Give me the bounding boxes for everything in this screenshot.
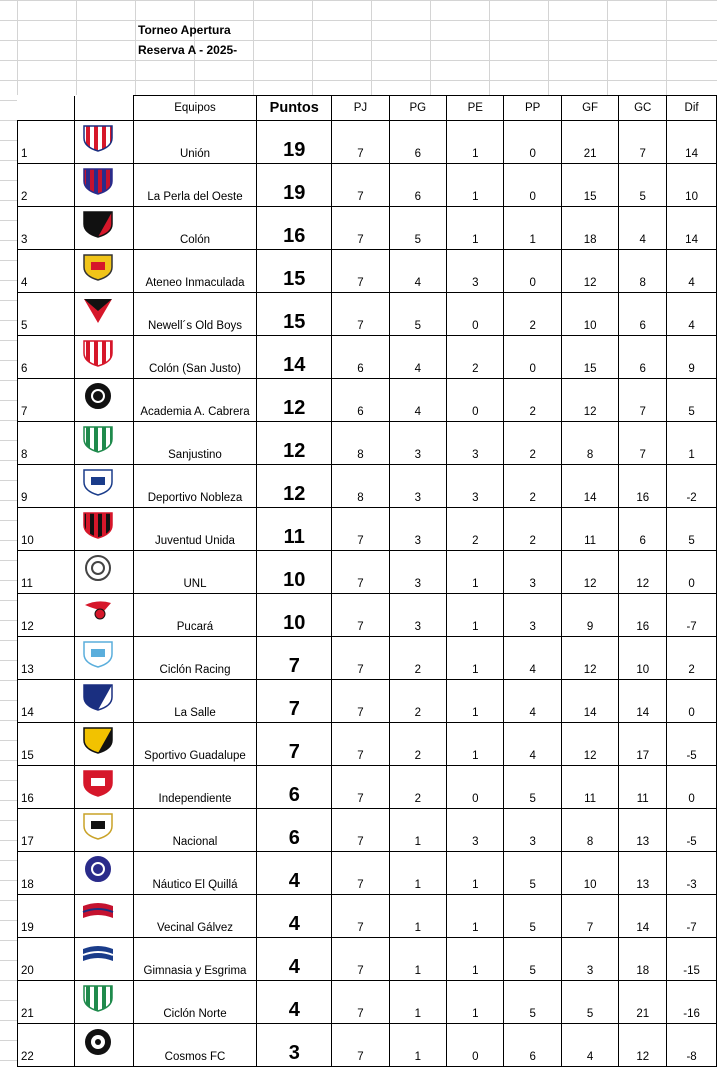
- pe-cell: 0: [447, 766, 504, 809]
- points-cell: 12: [257, 422, 332, 465]
- position-cell: 16: [18, 766, 75, 809]
- juventud-unida-crest-icon: [75, 508, 133, 551]
- table-row: [18, 508, 717, 551]
- pg-cell: 4: [389, 250, 446, 293]
- dif-cell: 1: [667, 422, 717, 465]
- pj-cell: 7: [332, 1024, 389, 1067]
- dif-cell: 10: [667, 164, 717, 207]
- dif-cell: 4: [667, 250, 717, 293]
- colon-crest-icon: [75, 207, 133, 250]
- position-cell: 14: [18, 680, 75, 723]
- pe-cell: 1: [447, 852, 504, 895]
- points-cell: 16: [257, 207, 332, 250]
- gc-header: GC: [619, 96, 667, 121]
- position-cell: 6: [18, 336, 75, 379]
- pj-cell: 7: [332, 121, 389, 164]
- cosmos-crest-icon: [75, 1024, 133, 1067]
- position-cell: 22: [18, 1024, 75, 1067]
- pe-cell: 1: [447, 164, 504, 207]
- pp-cell: 3: [504, 594, 561, 637]
- dif-cell: 0: [667, 551, 717, 594]
- dif-cell: 5: [667, 508, 717, 551]
- pj-cell: 6: [332, 336, 389, 379]
- position-cell: 18: [18, 852, 75, 895]
- pp-cell: 2: [504, 293, 561, 336]
- pj-cell: 7: [332, 637, 389, 680]
- dif-cell: -15: [667, 938, 717, 981]
- gc-cell: 6: [619, 336, 667, 379]
- pj-cell: 7: [332, 508, 389, 551]
- gf-cell: 18: [561, 207, 618, 250]
- team-name: Ciclón Racing: [133, 637, 256, 680]
- gf-cell: 10: [561, 293, 618, 336]
- pg-cell: 1: [389, 809, 446, 852]
- points-cell: 7: [257, 723, 332, 766]
- points-cell: 6: [257, 766, 332, 809]
- dif-cell: -2: [667, 465, 717, 508]
- gc-cell: 8: [619, 250, 667, 293]
- pj-cell: 7: [332, 207, 389, 250]
- pe-cell: 1: [447, 938, 504, 981]
- team-name: Newell´s Old Boys: [133, 293, 256, 336]
- pj-header: PJ: [332, 96, 389, 121]
- gc-cell: 17: [619, 723, 667, 766]
- position-cell: 15: [18, 723, 75, 766]
- gc-cell: 4: [619, 207, 667, 250]
- team-name: Gimnasia y Esgrima: [133, 938, 256, 981]
- table-row: [18, 766, 717, 809]
- gc-cell: 12: [619, 551, 667, 594]
- vecinal-galvez-crest-icon: [75, 895, 133, 938]
- gf-cell: 7: [561, 895, 618, 938]
- gc-cell: 10: [619, 637, 667, 680]
- tournament-title: Torneo Apertura: [138, 23, 231, 37]
- position-cell: 13: [18, 637, 75, 680]
- pg-cell: 3: [389, 551, 446, 594]
- gc-cell: 16: [619, 594, 667, 637]
- position-cell: 11: [18, 551, 75, 594]
- table-row: [18, 594, 717, 637]
- gf-cell: 15: [561, 336, 618, 379]
- table-row: [18, 1024, 717, 1067]
- pj-cell: 7: [332, 809, 389, 852]
- position-cell: 7: [18, 379, 75, 422]
- gc-cell: 21: [619, 981, 667, 1024]
- points-cell: 4: [257, 852, 332, 895]
- newells-crest-icon: [75, 293, 133, 336]
- pg-cell: 6: [389, 121, 446, 164]
- pe-cell: 3: [447, 809, 504, 852]
- pe-cell: 1: [447, 637, 504, 680]
- team-name: Colón (San Justo): [133, 336, 256, 379]
- nobleza-crest-icon: [75, 465, 133, 508]
- gc-cell: 6: [619, 508, 667, 551]
- table-row: [18, 207, 717, 250]
- team-name: Deportivo Nobleza: [133, 465, 256, 508]
- pg-cell: 5: [389, 293, 446, 336]
- points-cell: 10: [257, 551, 332, 594]
- pj-cell: 7: [332, 680, 389, 723]
- team-name: Náutico El Quillá: [133, 852, 256, 895]
- gf-cell: 21: [561, 121, 618, 164]
- gf-cell: 12: [561, 723, 618, 766]
- pg-cell: 3: [389, 594, 446, 637]
- points-cell: 19: [257, 164, 332, 207]
- pg-cell: 1: [389, 938, 446, 981]
- dif-header: Dif: [667, 96, 717, 121]
- pg-cell: 2: [389, 766, 446, 809]
- gc-cell: 7: [619, 422, 667, 465]
- pg-cell: 3: [389, 422, 446, 465]
- pe-cell: 1: [447, 680, 504, 723]
- pj-cell: 7: [332, 164, 389, 207]
- pe-cell: 3: [447, 422, 504, 465]
- team-name: Unión: [133, 121, 256, 164]
- pg-cell: 4: [389, 336, 446, 379]
- gf-cell: 12: [561, 551, 618, 594]
- pp-cell: 5: [504, 766, 561, 809]
- gc-cell: 7: [619, 379, 667, 422]
- gf-cell: 5: [561, 981, 618, 1024]
- pj-cell: 7: [332, 293, 389, 336]
- table-row: [18, 465, 717, 508]
- position-cell: 19: [18, 895, 75, 938]
- points-cell: 12: [257, 465, 332, 508]
- points-cell: 4: [257, 895, 332, 938]
- position-cell: 20: [18, 938, 75, 981]
- pp-cell: 4: [504, 723, 561, 766]
- la-salle-crest-icon: [75, 680, 133, 723]
- dif-cell: 5: [667, 379, 717, 422]
- points-cell: 11: [257, 508, 332, 551]
- pp-cell: 3: [504, 551, 561, 594]
- pe-cell: 2: [447, 336, 504, 379]
- union-crest-icon: [75, 121, 133, 164]
- position-cell: 12: [18, 594, 75, 637]
- table-row: [18, 422, 717, 465]
- pp-cell: 5: [504, 852, 561, 895]
- pp-cell: 1: [504, 207, 561, 250]
- pp-cell: 5: [504, 938, 561, 981]
- gc-cell: 14: [619, 680, 667, 723]
- gf-cell: 3: [561, 938, 618, 981]
- pp-cell: 4: [504, 680, 561, 723]
- pp-header: PP: [504, 96, 561, 121]
- logo-header: [75, 96, 133, 121]
- gc-cell: 5: [619, 164, 667, 207]
- team-name: Vecinal Gálvez: [133, 895, 256, 938]
- pp-cell: 3: [504, 809, 561, 852]
- points-cell: 19: [257, 121, 332, 164]
- points-cell: 4: [257, 938, 332, 981]
- points-cell: 10: [257, 594, 332, 637]
- pp-cell: 0: [504, 121, 561, 164]
- pe-cell: 0: [447, 293, 504, 336]
- position-cell: 10: [18, 508, 75, 551]
- pp-cell: 6: [504, 1024, 561, 1067]
- pp-cell: 0: [504, 336, 561, 379]
- team-name: Sportivo Guadalupe: [133, 723, 256, 766]
- guadalupe-crest-icon: [75, 723, 133, 766]
- points-cell: 7: [257, 637, 332, 680]
- position-cell: 4: [18, 250, 75, 293]
- gc-cell: 11: [619, 766, 667, 809]
- pe-cell: 1: [447, 594, 504, 637]
- team-name: Juventud Unida: [133, 508, 256, 551]
- unl-crest-icon: [75, 551, 133, 594]
- pp-cell: 2: [504, 422, 561, 465]
- ateneo-crest-icon: [75, 250, 133, 293]
- dif-cell: 9: [667, 336, 717, 379]
- table-row: [18, 250, 717, 293]
- tournament-subtitle: Reserva A - 2025-: [138, 43, 238, 57]
- position-cell: 8: [18, 422, 75, 465]
- pg-cell: 2: [389, 680, 446, 723]
- points-cell: 12: [257, 379, 332, 422]
- pe-cell: 1: [447, 895, 504, 938]
- gf-cell: 12: [561, 379, 618, 422]
- gc-cell: 13: [619, 809, 667, 852]
- pj-cell: 7: [332, 551, 389, 594]
- pj-cell: 7: [332, 723, 389, 766]
- points-cell: 14: [257, 336, 332, 379]
- academia-cabrera-crest-icon: [75, 379, 133, 422]
- table-row: [18, 551, 717, 594]
- table-row: [18, 852, 717, 895]
- gf-cell: 12: [561, 250, 618, 293]
- team-name: Nacional: [133, 809, 256, 852]
- points-cell: 15: [257, 250, 332, 293]
- table-row: [18, 164, 717, 207]
- pp-cell: 5: [504, 981, 561, 1024]
- position-cell: 21: [18, 981, 75, 1024]
- pj-cell: 7: [332, 766, 389, 809]
- table-row: [18, 293, 717, 336]
- gf-cell: 14: [561, 465, 618, 508]
- pe-cell: 2: [447, 508, 504, 551]
- gf-cell: 11: [561, 766, 618, 809]
- position-cell: 3: [18, 207, 75, 250]
- team-name: Independiente: [133, 766, 256, 809]
- pj-cell: 7: [332, 594, 389, 637]
- gc-cell: 13: [619, 852, 667, 895]
- pg-cell: 1: [389, 1024, 446, 1067]
- pe-cell: 1: [447, 723, 504, 766]
- gf-cell: 12: [561, 637, 618, 680]
- sanjustino-crest-icon: [75, 422, 133, 465]
- table-row: [18, 938, 717, 981]
- table-row: [18, 121, 717, 164]
- gf-cell: 9: [561, 594, 618, 637]
- pg-cell: 1: [389, 981, 446, 1024]
- pj-cell: 7: [332, 895, 389, 938]
- gc-cell: 18: [619, 938, 667, 981]
- points-cell: 4: [257, 981, 332, 1024]
- table-row: [18, 637, 717, 680]
- team-name: Sanjustino: [133, 422, 256, 465]
- points-cell: 7: [257, 680, 332, 723]
- position-cell: 2: [18, 164, 75, 207]
- pj-cell: 6: [332, 379, 389, 422]
- gc-cell: 7: [619, 121, 667, 164]
- gc-cell: 12: [619, 1024, 667, 1067]
- gc-cell: 16: [619, 465, 667, 508]
- pucara-crest-icon: [75, 594, 133, 637]
- pp-cell: 2: [504, 379, 561, 422]
- team-name: Colón: [133, 207, 256, 250]
- gf-cell: 15: [561, 164, 618, 207]
- pg-cell: 2: [389, 723, 446, 766]
- pe-cell: 1: [447, 551, 504, 594]
- pj-cell: 7: [332, 938, 389, 981]
- pe-cell: 1: [447, 981, 504, 1024]
- pp-cell: 2: [504, 465, 561, 508]
- dif-cell: 0: [667, 766, 717, 809]
- gf-cell: 14: [561, 680, 618, 723]
- dif-cell: -7: [667, 895, 717, 938]
- team-name: Pucará: [133, 594, 256, 637]
- team-header: Equipos: [133, 96, 256, 121]
- nautico-quilla-crest-icon: [75, 852, 133, 895]
- pp-cell: 5: [504, 895, 561, 938]
- dif-cell: 0: [667, 680, 717, 723]
- dif-cell: -8: [667, 1024, 717, 1067]
- gc-cell: 6: [619, 293, 667, 336]
- independiente-crest-icon: [75, 766, 133, 809]
- table-row: [18, 895, 717, 938]
- dif-cell: 2: [667, 637, 717, 680]
- ciclon-norte-crest-icon: [75, 981, 133, 1024]
- dif-cell: -5: [667, 723, 717, 766]
- dif-cell: 14: [667, 207, 717, 250]
- pg-header: PG: [389, 96, 446, 121]
- pp-cell: 4: [504, 637, 561, 680]
- pg-cell: 6: [389, 164, 446, 207]
- pe-cell: 3: [447, 465, 504, 508]
- team-name: Ciclón Norte: [133, 981, 256, 1024]
- gf-cell: 10: [561, 852, 618, 895]
- pe-cell: 1: [447, 121, 504, 164]
- table-row: [18, 336, 717, 379]
- table-row: [18, 680, 717, 723]
- position-cell: 9: [18, 465, 75, 508]
- pp-cell: 0: [504, 250, 561, 293]
- position-cell: 17: [18, 809, 75, 852]
- pe-cell: 0: [447, 379, 504, 422]
- team-name: Cosmos FC: [133, 1024, 256, 1067]
- gf-cell: 4: [561, 1024, 618, 1067]
- team-name: UNL: [133, 551, 256, 594]
- pj-cell: 8: [332, 465, 389, 508]
- colon-san-justo-crest-icon: [75, 336, 133, 379]
- pe-cell: 3: [447, 250, 504, 293]
- table-row: [18, 981, 717, 1024]
- points-cell: 6: [257, 809, 332, 852]
- team-name: La Perla del Oeste: [133, 164, 256, 207]
- pj-cell: 7: [332, 852, 389, 895]
- position-cell: 1: [18, 121, 75, 164]
- gf-header: GF: [561, 96, 618, 121]
- gc-cell: 14: [619, 895, 667, 938]
- pg-cell: 3: [389, 508, 446, 551]
- table-row: [18, 379, 717, 422]
- pp-cell: 0: [504, 164, 561, 207]
- pg-cell: 1: [389, 895, 446, 938]
- gf-cell: 11: [561, 508, 618, 551]
- pg-cell: 2: [389, 637, 446, 680]
- team-name: Academia A. Cabrera: [133, 379, 256, 422]
- pg-cell: 1: [389, 852, 446, 895]
- pj-cell: 7: [332, 250, 389, 293]
- pp-cell: 2: [504, 508, 561, 551]
- points-cell: 3: [257, 1024, 332, 1067]
- dif-cell: -16: [667, 981, 717, 1024]
- pg-cell: 4: [389, 379, 446, 422]
- la-perla-crest-icon: [75, 164, 133, 207]
- standings-table: [17, 95, 717, 1067]
- points-cell: 15: [257, 293, 332, 336]
- dif-cell: -3: [667, 852, 717, 895]
- pe-cell: 0: [447, 1024, 504, 1067]
- gf-cell: 8: [561, 809, 618, 852]
- table-row: [18, 723, 717, 766]
- table-row: [18, 809, 717, 852]
- points-header: Puntos: [257, 96, 332, 121]
- ciclon-racing-crest-icon: [75, 637, 133, 680]
- gimnasia-crest-icon: [75, 938, 133, 981]
- dif-cell: -7: [667, 594, 717, 637]
- gf-cell: 8: [561, 422, 618, 465]
- position-cell: 5: [18, 293, 75, 336]
- pj-cell: 7: [332, 981, 389, 1024]
- team-name: La Salle: [133, 680, 256, 723]
- dif-cell: -5: [667, 809, 717, 852]
- pj-cell: 8: [332, 422, 389, 465]
- position-header: [18, 96, 75, 121]
- dif-cell: 14: [667, 121, 717, 164]
- nacional-crest-icon: [75, 809, 133, 852]
- pg-cell: 5: [389, 207, 446, 250]
- team-name: Ateneo Inmaculada: [133, 250, 256, 293]
- pg-cell: 3: [389, 465, 446, 508]
- header-row: [18, 96, 717, 121]
- dif-cell: 4: [667, 293, 717, 336]
- pe-header: PE: [447, 96, 504, 121]
- pe-cell: 1: [447, 207, 504, 250]
